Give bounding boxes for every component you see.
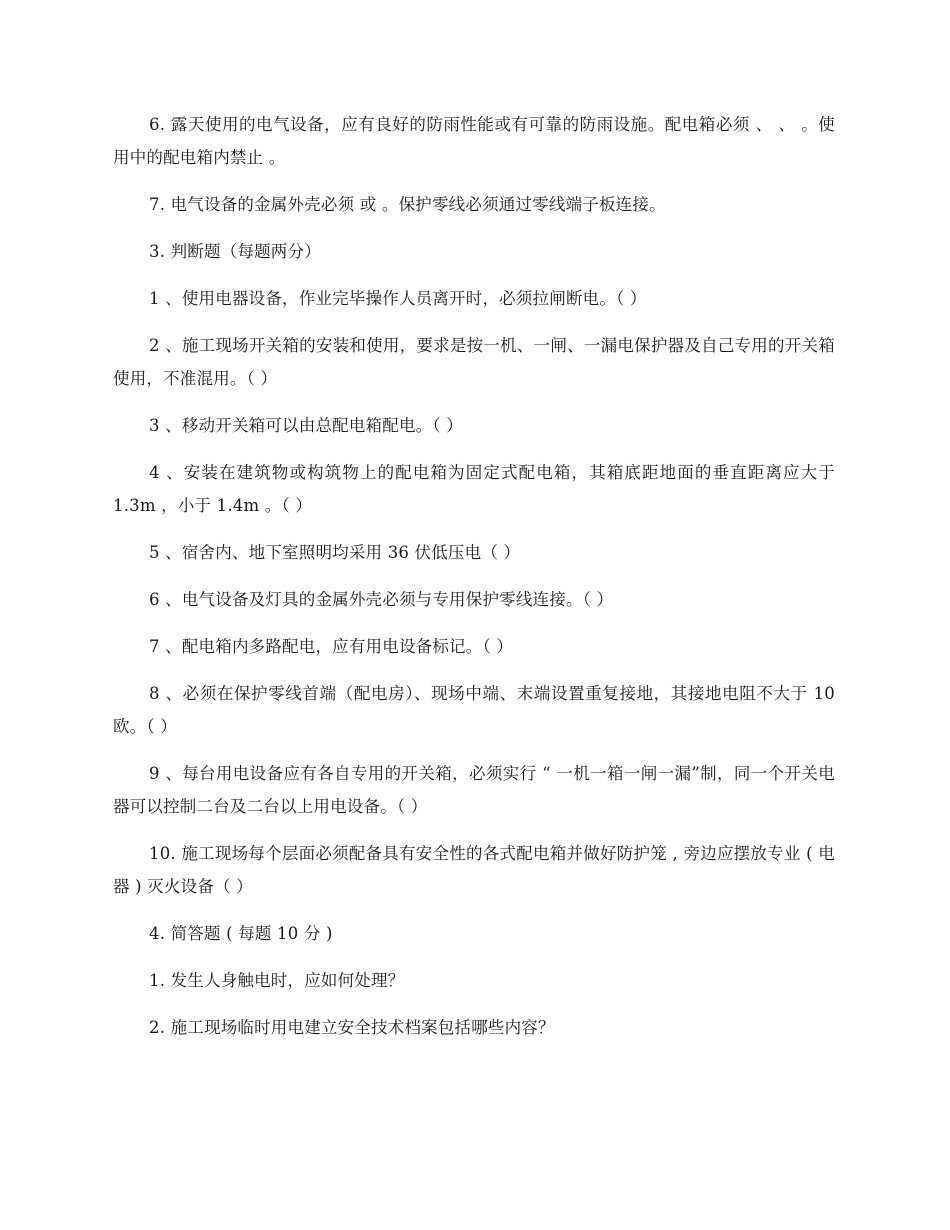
true-false-question-8: 8 、必须在保护零线首端（配电房）、现场中端、末端设置重复接地，其接地电阻不大于 10 欧。（ ） [113,684,835,736]
true-false-question-10: 10. 施工现场每个层面必须配备具有安全性的各式配电箱并做好防护笼 , 旁边应摆放专业 ( 电器 ) 灭火设备（ ） [113,844,835,896]
true-false-question-6: 6 、电气设备及灯具的金属外壳必须与专用保护零线连接。（ ） [149,590,614,609]
short-answer-question-2: 2. 施工现场临时用电建立安全技术档案包括哪些内容？ [149,1018,555,1037]
true-false-question-2: 2 、施工现场开关箱的安装和使用，要求是按一机、一闸、一漏电保护器及自己专用的开关箱使用，不准混用。（ ） [113,336,835,388]
document-body [113,108,835,1058]
short-answer-question-1: 1. 发生人身触电时，应如何处理？ [149,971,405,990]
true-false-question-3: 3 、移动开关箱可以由总配电箱配电。（ ） [149,416,463,435]
section-heading-short-answer: 4. 简答题 ( 每题 10 分 ) [149,924,333,943]
true-false-question-4: 4 、安装在建筑物或构筑物上的配电箱为固定式配电箱，其箱底距地面的垂直距离应大于 1.3m ，小于 1.4m 。（ ） [113,463,835,515]
true-false-question-1: 1 、使用电器设备，作业完毕操作人员离开时，必须拉闸断电。（ ） [149,289,647,308]
fill-in-question-6: 6. 露天使用的电气设备，应有良好的防雨性能或有可靠的防雨设施。配电箱必须 、 、 。使用中的配电箱内禁止 。 [113,115,835,167]
true-false-question-7: 7 、配电箱内多路配电，应有用电设备标记。（ ） [149,637,514,656]
section-heading-true-false: 3. 判断题（每题两分） [149,242,321,261]
true-false-question-9: 9 、每台用电设备应有各自专用的开关箱，必须实行 “ 一机一箱一闸一漏”制，同一个开关电器可以控制二台及二台以上用电设备。（ ） [113,764,835,816]
fill-in-question-7: 7. 电气设备的金属外壳必须 或 。保护零线必须通过零线端子板连接。 [149,195,666,214]
true-false-question-5: 5 、宿舍内、地下室照明均采用 36 伏低压电（ ） [149,543,521,562]
